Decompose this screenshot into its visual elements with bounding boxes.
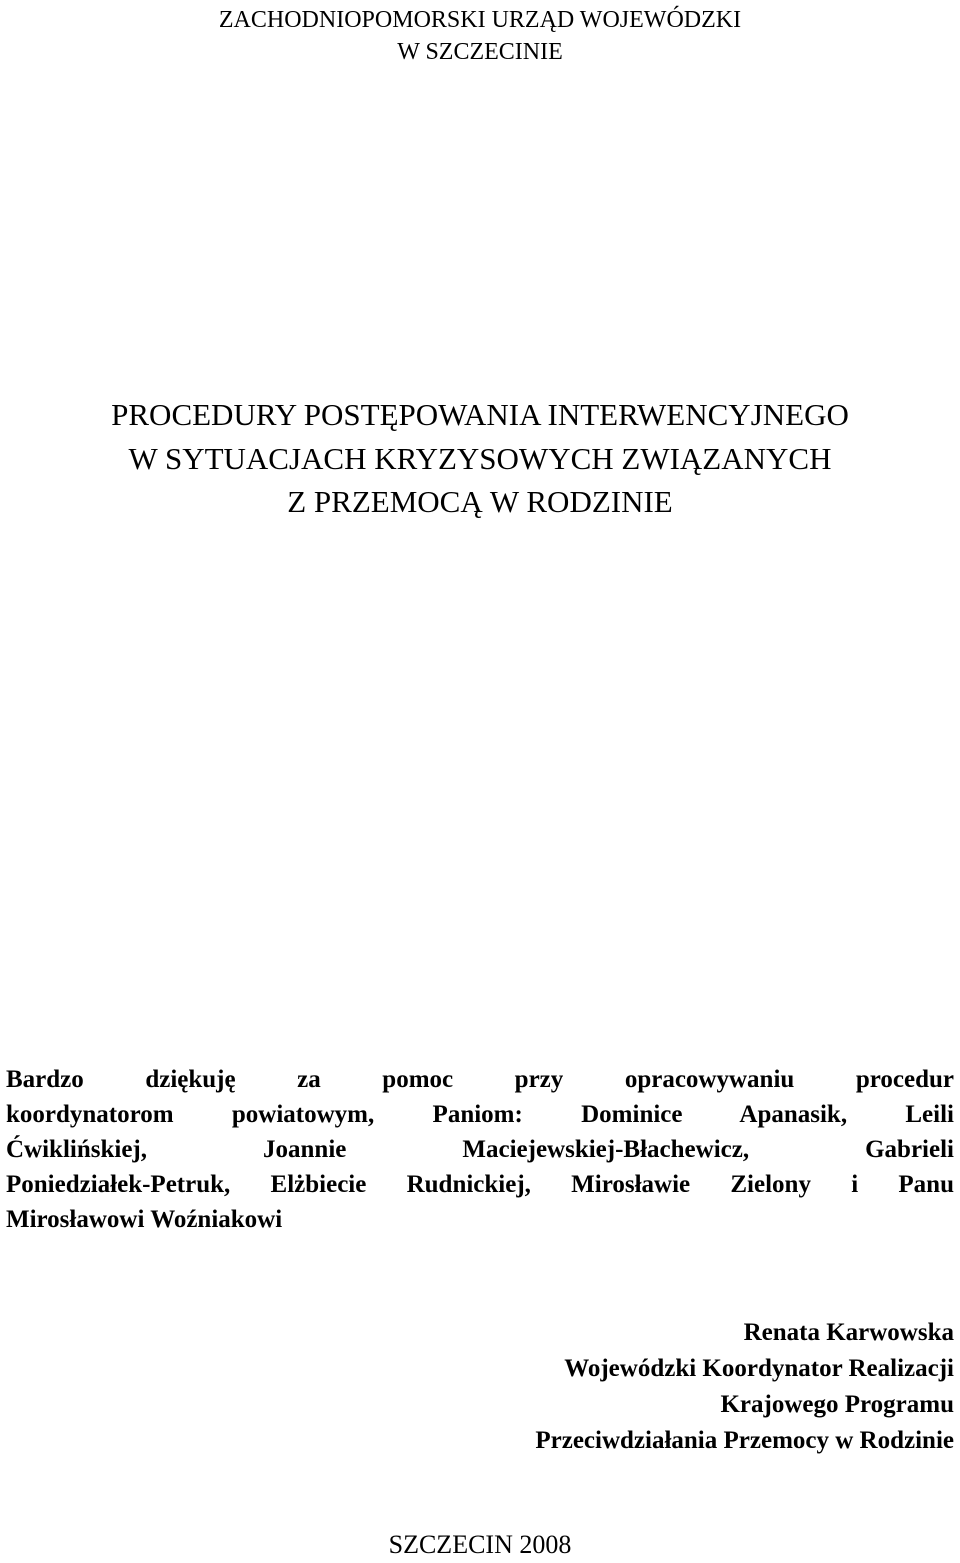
title-line-3: Z PRZEMOCĄ W RODZINIE <box>287 484 673 519</box>
signature-role-line-2: Krajowego Programu <box>720 1391 954 1418</box>
acknowledgement-line-2: koordynatorom powiatowym, Paniom: Dominice Apanasik, Leili <box>6 1101 954 1128</box>
header-office-name: ZACHODNIOPOMORSKI URZĄD WOJEWÓDZKI <box>218 7 742 33</box>
title-line-1: PROCEDURY POSTĘPOWANIA INTERWENCYJNEGO <box>111 397 849 432</box>
signature-role-line-1: Wojewódzki Koordynator Realizacji <box>564 1355 954 1382</box>
acknowledgement-line-3: Ćwiklińskiej, Joannie Maciejewskiej-Błachewicz, Gabrieli <box>6 1136 954 1163</box>
signature-name: Renata Karwowska <box>743 1319 954 1346</box>
signature-role-line-3: Przeciwdziałania Przemocy w Rodzinie <box>535 1427 954 1454</box>
acknowledgement-line-5: Mirosławowi Woźniakowi <box>6 1206 283 1233</box>
acknowledgement-line-4: Poniedziałek-Petruk, Elżbiecie Rudnickiej, Mirosławie Zielony i Panu <box>6 1171 954 1198</box>
acknowledgement-line-1: Bardzo dziękuję za pomoc przy opracowywaniu procedur <box>6 1066 954 1093</box>
header-city: W SZCZECINIE <box>397 39 563 65</box>
title-line-2: W SYTUACJACH KRYZYSOWYCH ZWIĄZANYCH <box>128 441 832 476</box>
footer-place-year: SZCZECIN 2008 <box>388 1530 572 1559</box>
